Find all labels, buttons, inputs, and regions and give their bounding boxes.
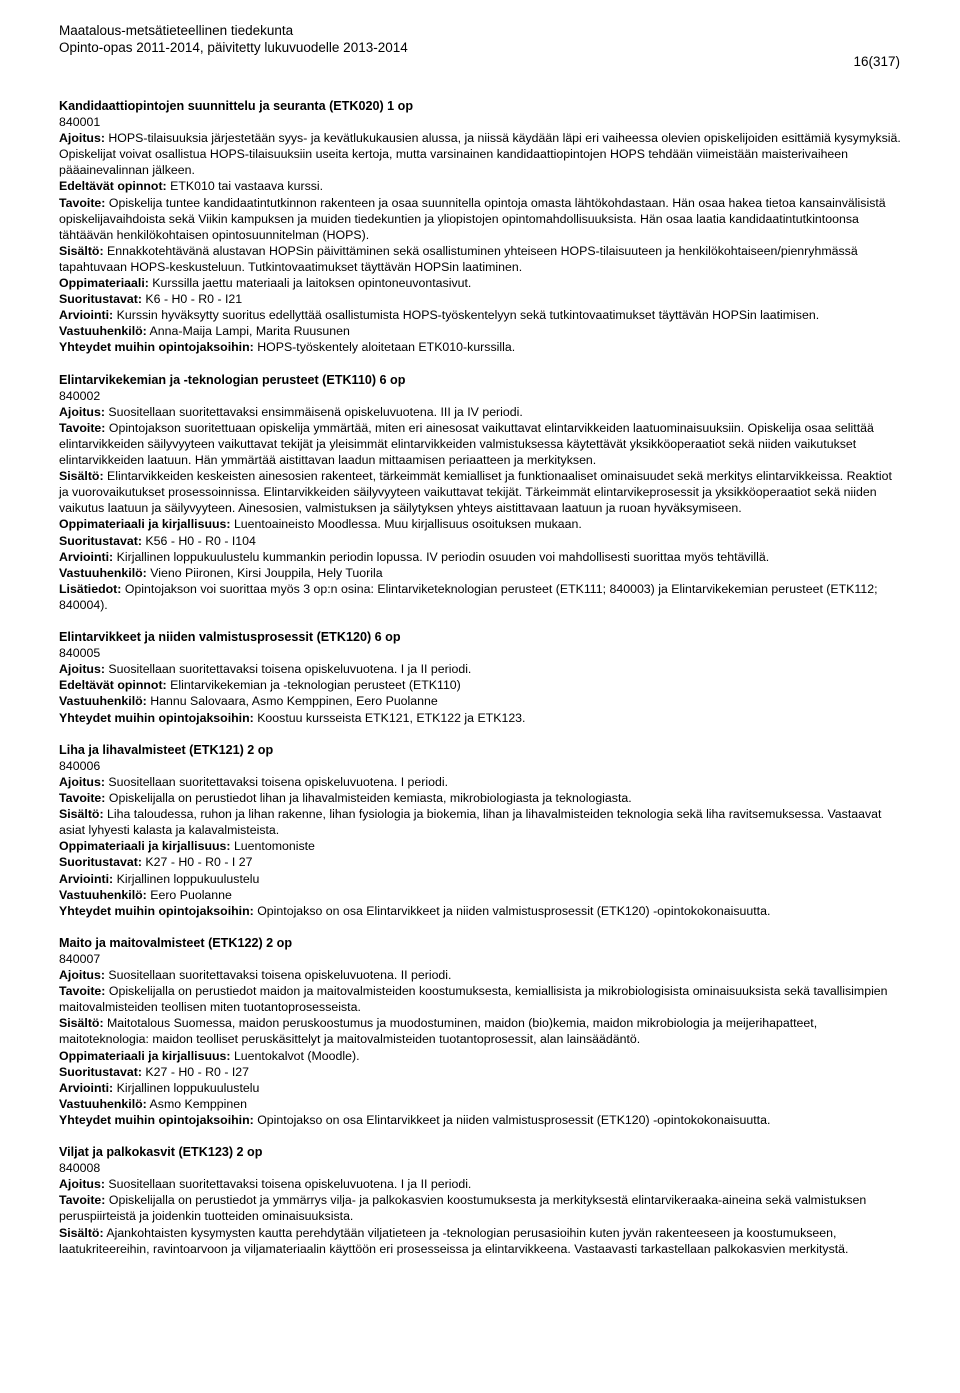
course-title: Maito ja maitovalmisteet (ETK122) 2 op bbox=[59, 935, 293, 950]
course-field bbox=[59, 1225, 904, 1257]
course-field bbox=[59, 130, 904, 178]
field-text: Asmo Kemppinen bbox=[146, 1096, 247, 1111]
course-field bbox=[59, 710, 904, 726]
page-number: 16(317) bbox=[853, 54, 900, 69]
field-label: Yhteydet muihin opintojaksoihin: bbox=[59, 710, 254, 725]
course-field bbox=[59, 774, 904, 790]
course-title: Elintarvikekemian ja -teknologian perusteet (ETK110) 6 op bbox=[59, 372, 406, 387]
course-field bbox=[59, 549, 904, 565]
course-field bbox=[59, 693, 904, 709]
field-label: Ajoitus: bbox=[59, 404, 105, 419]
field-text: Opintojakso on osa Elintarvikkeet ja niiden valmistusprosessit (ETK120) -opintokokonaisuutta. bbox=[253, 1112, 771, 1127]
field-label: Ajoitus: bbox=[59, 774, 105, 789]
field-text: Suositellaan suoritettavaksi ensimmäisenä opiskeluvuotena. III ja IV periodi. bbox=[104, 404, 523, 419]
field-text: Hannu Salovaara, Asmo Kemppinen, Eero Puolanne bbox=[146, 694, 438, 709]
field-text: Kirjallinen loppukuulustelu bbox=[113, 1080, 260, 1095]
course-code: 840001 bbox=[59, 115, 101, 130]
field-text: Elintarvikkeiden keskeisten ainesosien rakenteet, tärkeimmät kemialliset ja funktionaaliset ominaisuudet sekä merkitys elintarvikkeissa. Reaktiot ja vuorovaikutukset prosessoinnissa. Elintarvikkeiden säilyvyyteen vaikuttavat tekijät. Tärkeimmät elintarvikeprosessit ja yksikköoperaatiot sekä niiden vaikutus laatuun ja säilyvyyteen. Ainesosien, valmistuksen ja säilytyksen yhteys aistittavaan laatuun ja ruoan hyväksymiseen. bbox=[59, 469, 892, 516]
course-description bbox=[59, 1144, 904, 1257]
field-text: Kurssin hyväksytty suoritus edellyttää osallistumista HOPS-työskentelyyn sekä tutkintovaatimukset täyttävän HOPSin laatimisen. bbox=[113, 308, 820, 323]
course-field bbox=[59, 887, 904, 903]
course-field bbox=[59, 677, 904, 693]
field-text: Ajankohtaisten kysymysten kautta perehdytään viljatieteen ja -teknologian perusasioihin kuten jyvän rakenteeseen ja koostumukseen, laatukriteereihin, ravintoarvoon ja viljamateriaalin käyttöön eri prosesseissa ja elintarvikkeena. Vastaavasti tarkastellaan palkokasvien merkitystä. bbox=[59, 1225, 849, 1256]
field-text: Opintojakso on osa Elintarvikkeet ja niiden valmistusprosessit (ETK120) -opintokokonaisuutta. bbox=[253, 903, 771, 918]
field-label: Edeltävät opinnot: bbox=[59, 179, 167, 194]
field-text: Opiskelijalla on perustiedot ja ymmärrys vilja- ja palkokasvien koostumuksesta ja merkityksestä elintarvikeraaka-aineina sekä valmistuksen peruspiirteistä ja joidenkin tuotteiden ominaisuuksista. bbox=[59, 1193, 867, 1224]
field-label: Oppimateriaali ja kirjallisuus: bbox=[59, 839, 231, 854]
field-label: Vastuuhenkilö: bbox=[59, 565, 147, 580]
field-text: Ennakkotehtävänä alustavan HOPSin päivittäminen sekä osallistuminen yhteiseen HOPS-tilaisuuteen ja henkilökohtaiseen/pienryhmässä tapahtuvaan HOPS-keskusteluun. Tutkintovaatimukset täyttävän HOPSin laatiminen. bbox=[59, 243, 858, 274]
field-text: Elintarvikekemian ja -teknologian perusteet (ETK110) bbox=[166, 678, 461, 693]
field-label: Ajoitus: bbox=[59, 968, 105, 983]
field-label: Arviointi: bbox=[59, 549, 114, 564]
field-label: Ajoitus: bbox=[59, 662, 105, 677]
field-label: Sisältö: bbox=[59, 243, 104, 258]
field-text: K6 - H0 - R0 - I21 bbox=[142, 292, 243, 307]
course-field bbox=[59, 195, 904, 243]
field-text: Maitotalous Suomessa, maidon peruskoostumus ja muodostuminen, maidon (bio)kemia, maidon mikrobiologia ja meijerihapatteet, maitoteknologia: maidon teolliset peruskäsittelyt ja maitovalmisteiden tuotantoprosessit, alan lainsäädäntö. bbox=[59, 1016, 818, 1047]
course-field bbox=[59, 1080, 904, 1096]
field-text: Opintojakson voi suorittaa myös 3 op:n osina: Elintarviketeknologian perusteet (ETK111; 840003) ja Elintarvikekemian perusteet (ETK112; 840004). bbox=[59, 581, 878, 612]
faculty-name: Maatalous-metsätieteellinen tiedekunta bbox=[59, 23, 294, 38]
course-field bbox=[59, 516, 904, 532]
course-field bbox=[59, 565, 904, 581]
field-label: Sisältö: bbox=[59, 1016, 104, 1031]
field-label: Tavoite: bbox=[59, 984, 106, 999]
course-description bbox=[59, 629, 904, 726]
field-label: Sisältö: bbox=[59, 807, 104, 822]
course-field bbox=[59, 871, 904, 887]
course-description bbox=[59, 935, 904, 1128]
course-field bbox=[59, 243, 904, 275]
course-field bbox=[59, 903, 904, 919]
course-field bbox=[59, 533, 904, 549]
course-field bbox=[59, 983, 904, 1015]
field-label: Yhteydet muihin opintojaksoihin: bbox=[59, 903, 254, 918]
course-field bbox=[59, 1176, 904, 1192]
course-description bbox=[59, 98, 904, 356]
course-field bbox=[59, 420, 904, 468]
course-description bbox=[59, 372, 904, 613]
course-field bbox=[59, 1112, 904, 1128]
course-field bbox=[59, 838, 904, 854]
guide-title: Opinto-opas 2011-2014, päivitetty lukuvuodelle 2013-2014 bbox=[59, 40, 408, 55]
field-text: Kirjallinen loppukuulustelu bbox=[113, 871, 260, 886]
field-label: Lisätiedot: bbox=[59, 581, 122, 596]
course-field bbox=[59, 323, 904, 339]
field-text: Opiskelijalla on perustiedot lihan ja lihavalmisteiden kemiasta, mikrobiologiasta ja teknologiasta. bbox=[105, 791, 632, 806]
field-label: Vastuuhenkilö: bbox=[59, 1096, 147, 1111]
field-label: Oppimateriaali: bbox=[59, 276, 149, 291]
field-text: Suositellaan suoritettavaksi toisena opiskeluvuotena. I ja II periodi. bbox=[104, 1177, 472, 1192]
field-text: Opintojakson suoritettuaan opiskelija ymmärtää, miten eri ainesosat vaikuttavat elintarvikkeiden laatuominaisuuksiin. Opiskelija osaa selittää elintarvikkeiden säilyvyyteen vaikuttavat tekijät ja yleisimmät elintarvikkeiden valmistuksessa käytettävät yksikköoperaatiot sekä niiden vaikutukset elintarvikkeiden laatuun. Hän ymmärtää aistittavan laadun mittaamisen periaatteen ja merkityksen. bbox=[59, 420, 874, 468]
course-field bbox=[59, 967, 904, 983]
course-field bbox=[59, 339, 904, 355]
course-code: 840008 bbox=[59, 1161, 101, 1176]
field-label: Suoritustavat: bbox=[59, 533, 142, 548]
course-title: Viljat ja palkokasvit (ETK123) 2 op bbox=[59, 1145, 263, 1160]
field-label: Vastuuhenkilö: bbox=[59, 324, 147, 339]
course-field bbox=[59, 806, 904, 838]
field-label: Vastuuhenkilö: bbox=[59, 887, 147, 902]
running-header bbox=[59, 22, 408, 56]
field-text: Vieno Piironen, Kirsi Jouppila, Hely Tuorila bbox=[146, 565, 383, 580]
field-label: Edeltävät opinnot: bbox=[59, 678, 167, 693]
field-label: Arviointi: bbox=[59, 1080, 114, 1095]
course-field bbox=[59, 854, 904, 870]
field-text: HOPS-tilaisuuksia järjestetään syys- ja kevätlukukausien alussa, ja niissä käydään läpi eri vaiheessa olevien opiskelijoiden esittämiä kysymyksiä. Opiskelijat voivat osallistua HOPS-tilaisuuksiin useita kertoja, mutta varsinainen kandidaattiopintojen HOPS tehdään viimeistään maisterivaiheen pääainevalinnan jälkeen. bbox=[59, 131, 901, 178]
course-field bbox=[59, 1048, 904, 1064]
field-text: ETK010 tai vastaava kurssi. bbox=[166, 179, 324, 194]
course-field bbox=[59, 275, 904, 291]
course-field bbox=[59, 307, 904, 323]
field-label: Arviointi: bbox=[59, 308, 114, 323]
field-label: Sisältö: bbox=[59, 469, 104, 484]
field-label: Suoritustavat: bbox=[59, 1064, 142, 1079]
course-code: 840006 bbox=[59, 758, 101, 773]
field-label: Vastuuhenkilö: bbox=[59, 694, 147, 709]
course-field bbox=[59, 1015, 904, 1047]
field-text: Opiskelijalla on perustiedot maidon ja maitovalmisteiden koostumuksesta, kemiallisista ja mikrobiologisista ominaisuuksista sekä tavallisimpien maitovalmisteiden teollisen miten tuotantoprosesseista. bbox=[59, 984, 888, 1015]
field-text: Anna-Maija Lampi, Marita Ruusunen bbox=[146, 324, 350, 339]
course-field bbox=[59, 404, 904, 420]
field-label: Oppimateriaali ja kirjallisuus: bbox=[59, 517, 231, 532]
course-field bbox=[59, 291, 904, 307]
course-field bbox=[59, 178, 904, 194]
course-field bbox=[59, 468, 904, 516]
course-field bbox=[59, 1064, 904, 1080]
field-text: Suositellaan suoritettavaksi toisena opiskeluvuotena. II periodi. bbox=[104, 968, 452, 983]
course-field bbox=[59, 1096, 904, 1112]
field-label: Yhteydet muihin opintojaksoihin: bbox=[59, 1112, 254, 1127]
field-text: Luentokalvot (Moodle). bbox=[230, 1048, 360, 1063]
course-code: 840002 bbox=[59, 388, 101, 403]
course-field bbox=[59, 790, 904, 806]
course-title: Kandidaattiopintojen suunnittelu ja seuranta (ETK020) 1 op bbox=[59, 99, 414, 113]
field-text: Kirjallinen loppukuulustelu kummankin periodin lopussa. IV periodin osuuden voi mahdollisesti suorittaa myös tehtävillä. bbox=[113, 549, 770, 564]
course-field bbox=[59, 661, 904, 677]
field-text: Suositellaan suoritettavaksi toisena opiskeluvuotena. I periodi. bbox=[104, 774, 449, 789]
course-title: Liha ja lihavalmisteet (ETK121) 2 op bbox=[59, 742, 274, 757]
field-text: K27 - H0 - R0 - I 27 bbox=[142, 855, 253, 870]
field-label: Ajoitus: bbox=[59, 1177, 105, 1192]
field-label: Tavoite: bbox=[59, 791, 106, 806]
field-text: K56 - H0 - R0 - I104 bbox=[142, 533, 256, 548]
field-text: K27 - H0 - R0 - I27 bbox=[142, 1064, 250, 1079]
field-label: Tavoite: bbox=[59, 1193, 106, 1208]
field-label: Oppimateriaali ja kirjallisuus: bbox=[59, 1048, 231, 1063]
field-label: Suoritustavat: bbox=[59, 292, 142, 307]
field-text: Eero Puolanne bbox=[146, 887, 232, 902]
course-code: 840005 bbox=[59, 646, 101, 661]
course-field bbox=[59, 581, 904, 613]
field-text: Koostuu kursseista ETK121, ETK122 ja ETK123. bbox=[253, 710, 526, 725]
field-text: Kurssilla jaettu materiaali ja laitoksen opintoneuvontasivut. bbox=[148, 276, 472, 291]
course-description bbox=[59, 742, 904, 919]
field-label: Arviointi: bbox=[59, 871, 114, 886]
field-text: Opiskelija tuntee kandidaatintutkinnon rakenteen ja osaa suunnitella opintoja omasta lähtökohdastaan. Hän osaa hakea tietoa kansainvälisistä opiskelijavaihdoista sekä Viikin kampuksen ja muiden tiedekuntien ja yliopistojen opintomahdollisuuksista. Hän osaa laatia kandidaatintutkintoonsa tähtäävän henkilökohtaisen opintosuunnitelman (HOPS). bbox=[59, 195, 886, 242]
course-field bbox=[59, 1192, 904, 1224]
field-label: Ajoitus: bbox=[59, 131, 105, 146]
field-label: Sisältö: bbox=[59, 1225, 104, 1240]
course-title: Elintarvikkeet ja niiden valmistusprosessit (ETK120) 6 op bbox=[59, 630, 401, 645]
field-label: Yhteydet muihin opintojaksoihin: bbox=[59, 340, 254, 355]
field-text: HOPS-työskentely aloitetaan ETK010-kurssilla. bbox=[253, 340, 516, 355]
field-text: Luentoaineisto Moodlessa. Muu kirjallisuus osoituksen mukaan. bbox=[230, 517, 582, 532]
field-label: Tavoite: bbox=[59, 420, 106, 435]
field-text: Liha taloudessa, ruhon ja lihan rakenne, lihan fysiologia ja biokemia, lihan ja lihavalmisteiden teknologia sekä liha ravitsemuksessa. Vastaavat asiat lyhyesti kalasta ja kalavalmisteista. bbox=[59, 807, 882, 838]
field-label: Suoritustavat: bbox=[59, 855, 142, 870]
field-label: Tavoite: bbox=[59, 195, 106, 210]
course-list bbox=[59, 98, 904, 1257]
field-text: Suositellaan suoritettavaksi toisena opiskeluvuotena. I ja II periodi. bbox=[104, 662, 472, 677]
field-text: Luentomoniste bbox=[230, 839, 315, 854]
course-code: 840007 bbox=[59, 951, 101, 966]
